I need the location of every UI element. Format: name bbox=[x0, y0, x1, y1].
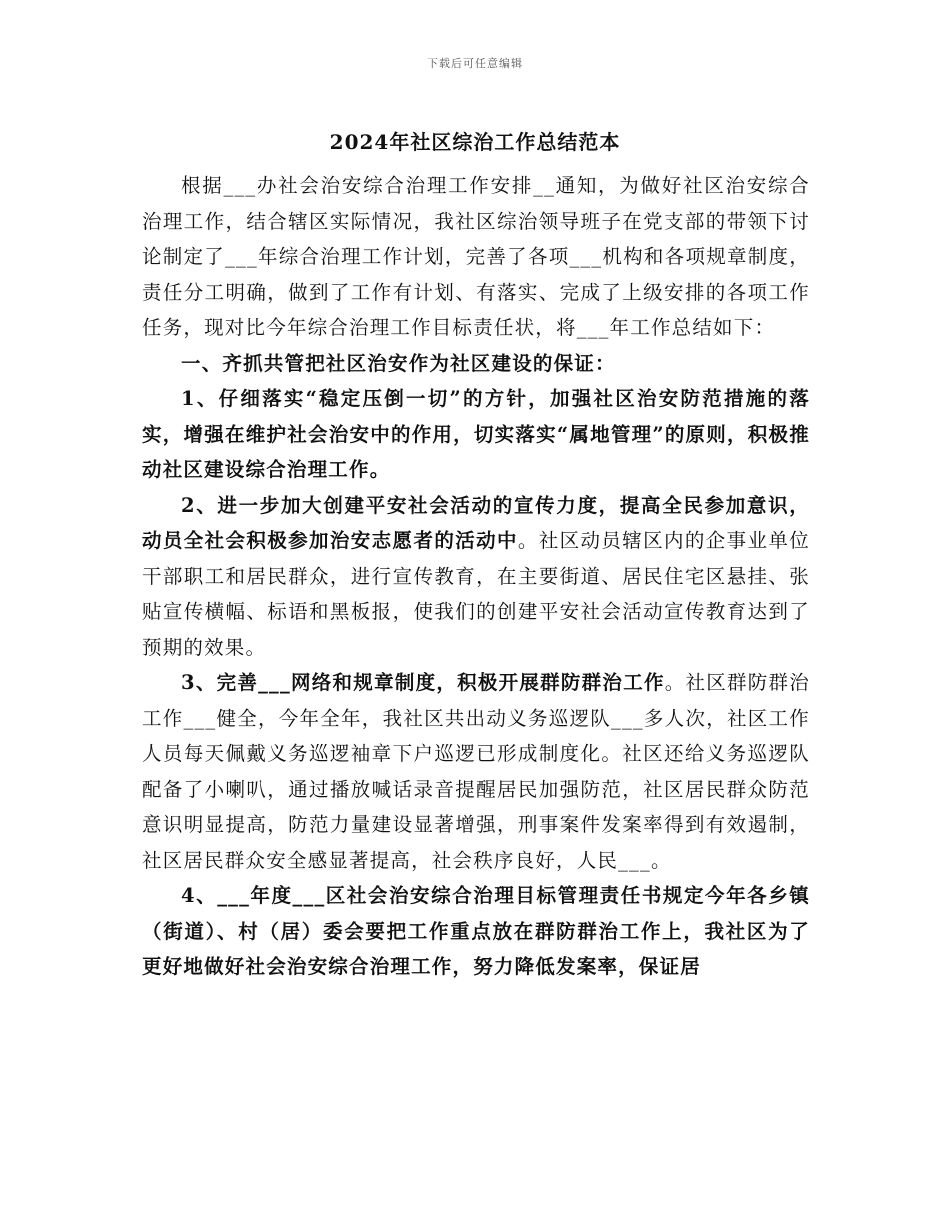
item-2-bold-lead: 2、进一步加大创建平安社会活动的宣传力度，提高全民参加意识，动员全社会积极参加治安志愿者的活动中 bbox=[142, 493, 810, 552]
item-1-paragraph: 1、仔细落实“稳定压倒一切”的方针，加强社区治安防范措施的落实，增强在维护社会治安中的作用，切实落实“属地管理”的原则，积极推动社区建设综合治理工作。 bbox=[142, 387, 810, 481]
header-note: 下载后可任意编辑 bbox=[427, 57, 523, 70]
section-heading-1: 一、齐抓共管把社区治安作为社区建设的保证： bbox=[181, 351, 616, 375]
item-2-paragraph bbox=[142, 488, 810, 666]
intro-paragraph: 根据___办社会治安综合治理工作安排__通知，为做好社区治安综合治理工作，结合辖区实际情况，我社区综治领导班子在党支部的带领下讨论制定了___年综合治理工作计划，完善了各项___机构和各项规章制度，责任分工明确，做到了工作有计划、有落实、完成了上级安排的各项工作任务，现对比今年综合治理工作目标责任状，将___年工作总结如下： bbox=[142, 174, 810, 339]
item-3-bold-lead: 3、完善___网络和规章制度，积极开展群防群治工作 bbox=[181, 671, 665, 694]
document-title: 2024年社区综治工作总结范本 bbox=[329, 130, 621, 154]
item-3-text: 。社区群防群治工作___健全，今年全年，我社区共出动义务巡逻队___多人次，社区工作人员每天佩戴义务巡逻袖章下户巡逻已形成制度化。社区还给义务巡逻队配备了小喇叭，通过播放喊话录音提醒居民加强防范，社区居民群众防范意识明显提高，防范力量建设显著增强，刑事案件发案率得到有效遏制，社区居民群众安全感显著提高，社会秩序良好，人民___。 bbox=[142, 671, 810, 872]
item-2-text: 。社区动员辖区内的企事业单位干部职工和居民群众，进行宣传教育，在主要街道、居民住宅区悬挂、张贴宣传横幅、标语和黑板报，使我们的创建平安社会活动宣传教育达到了预期的效果。 bbox=[142, 529, 810, 659]
item-4-paragraph: 4、___年度___区社会治安综合治理目标管理责任书规定今年各乡镇（街道）、村（居）委会要把工作重点放在群防群治工作上，我社区为了更好地做好社会治安综合治理工作，努力降低发案率，保证居 bbox=[142, 884, 810, 978]
document-body bbox=[142, 168, 810, 985]
item-3-paragraph bbox=[142, 665, 810, 878]
